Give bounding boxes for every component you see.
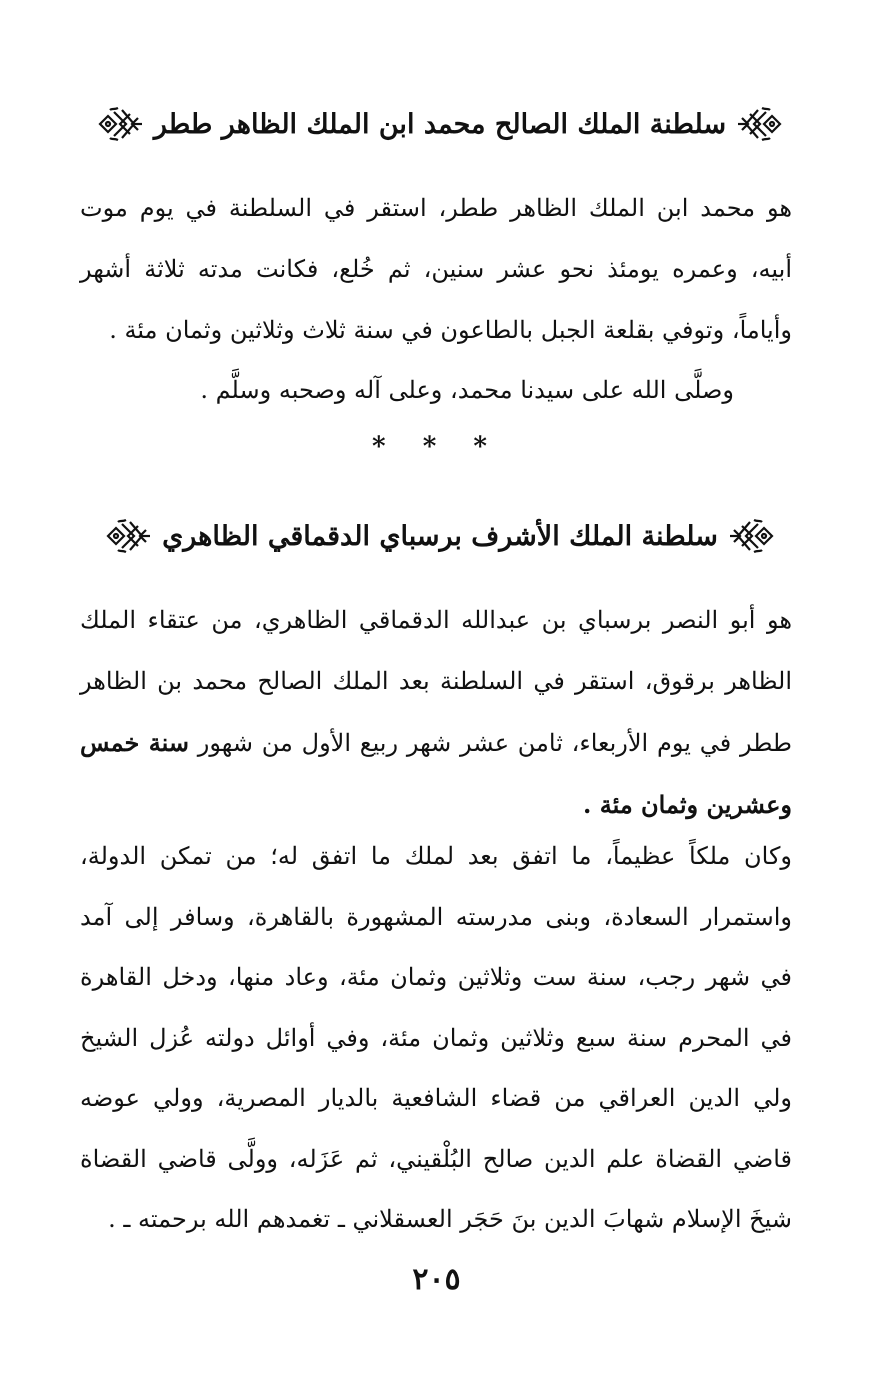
- section-title-2: سلطنة الملك الأشرف برسباي الدقماقي الظاهري: [162, 520, 718, 552]
- paragraph-text: هو أبو النصر برسباي بن عبدالله الدقماقي الظاهري، من عتقاء الملك الظاهر برقوق، استقر في السلطنة بعد الملك الصالح محمد بن الظاهر ططر في يوم الأربعاء، ثامن عشر شهر ربيع الأول من شهور: [80, 606, 793, 757]
- arabesque-ornament-icon: [98, 106, 144, 142]
- section-separator: * * *: [372, 432, 501, 462]
- paragraph-bold-date: سنة خمس وعشرين وثمان مئة .: [80, 728, 792, 819]
- arabesque-ornament-icon: [106, 518, 152, 554]
- arabesque-ornament-icon: [728, 518, 774, 554]
- section-heading-1: [110, 96, 770, 152]
- page-number: ٢٠٥: [412, 1262, 461, 1297]
- body-paragraph: هو محمد ابن الملك الظاهر ططر، استقر في السلطنة في يوم موت أبيه، وعمره يومئذ نحو عشر سنين، ثم خُلع، فكانت مدته ثلاثة أشهر وأياماً، وتوفي بقلعة الجبل بالطاعون في سنة ثلاث وثلاثين وثمان مئة .: [80, 194, 792, 344]
- body-paragraph: وكان ملكاً عظيماً، ما اتفق بعد لملك ما اتفق له؛ من تمكن الدولة، واستمرار السعادة، وبنى مدرسته المشهورة بالقاهرة، وسافر إلى آمد في شهر رجب، سنة ست وثلاثين وثمان مئة، وعاد منها، ودخل القاهرة في المحرم سنة سبع وثلاثين وثمان مئة، وفي أوائل دولته عُزل الشيخ ولي الدين العراقي من قضاء الشافعية بالديار المصرية، وولي عوضه قاضي القضاة علم الدين صالح البُلْقيني، ثم عَزَله، وولَّى قاضي القضاة شيخَ الإسلام شهابَ الدين بنَ حَجَر العسقلاني ـ تغمدهم الله برحمته ـ .: [80, 842, 792, 1233]
- body-paragraph: [80, 590, 792, 836]
- section-heading-2: [110, 508, 770, 564]
- arabesque-ornament-icon: [736, 106, 782, 142]
- section-title-1: سلطنة الملك الصالح محمد ابن الملك الظاهر ططر: [153, 108, 727, 140]
- closing-blessing: وصلَّى الله على سيدنا محمد، وعلى آله وصحبه وسلَّم .: [200, 376, 734, 404]
